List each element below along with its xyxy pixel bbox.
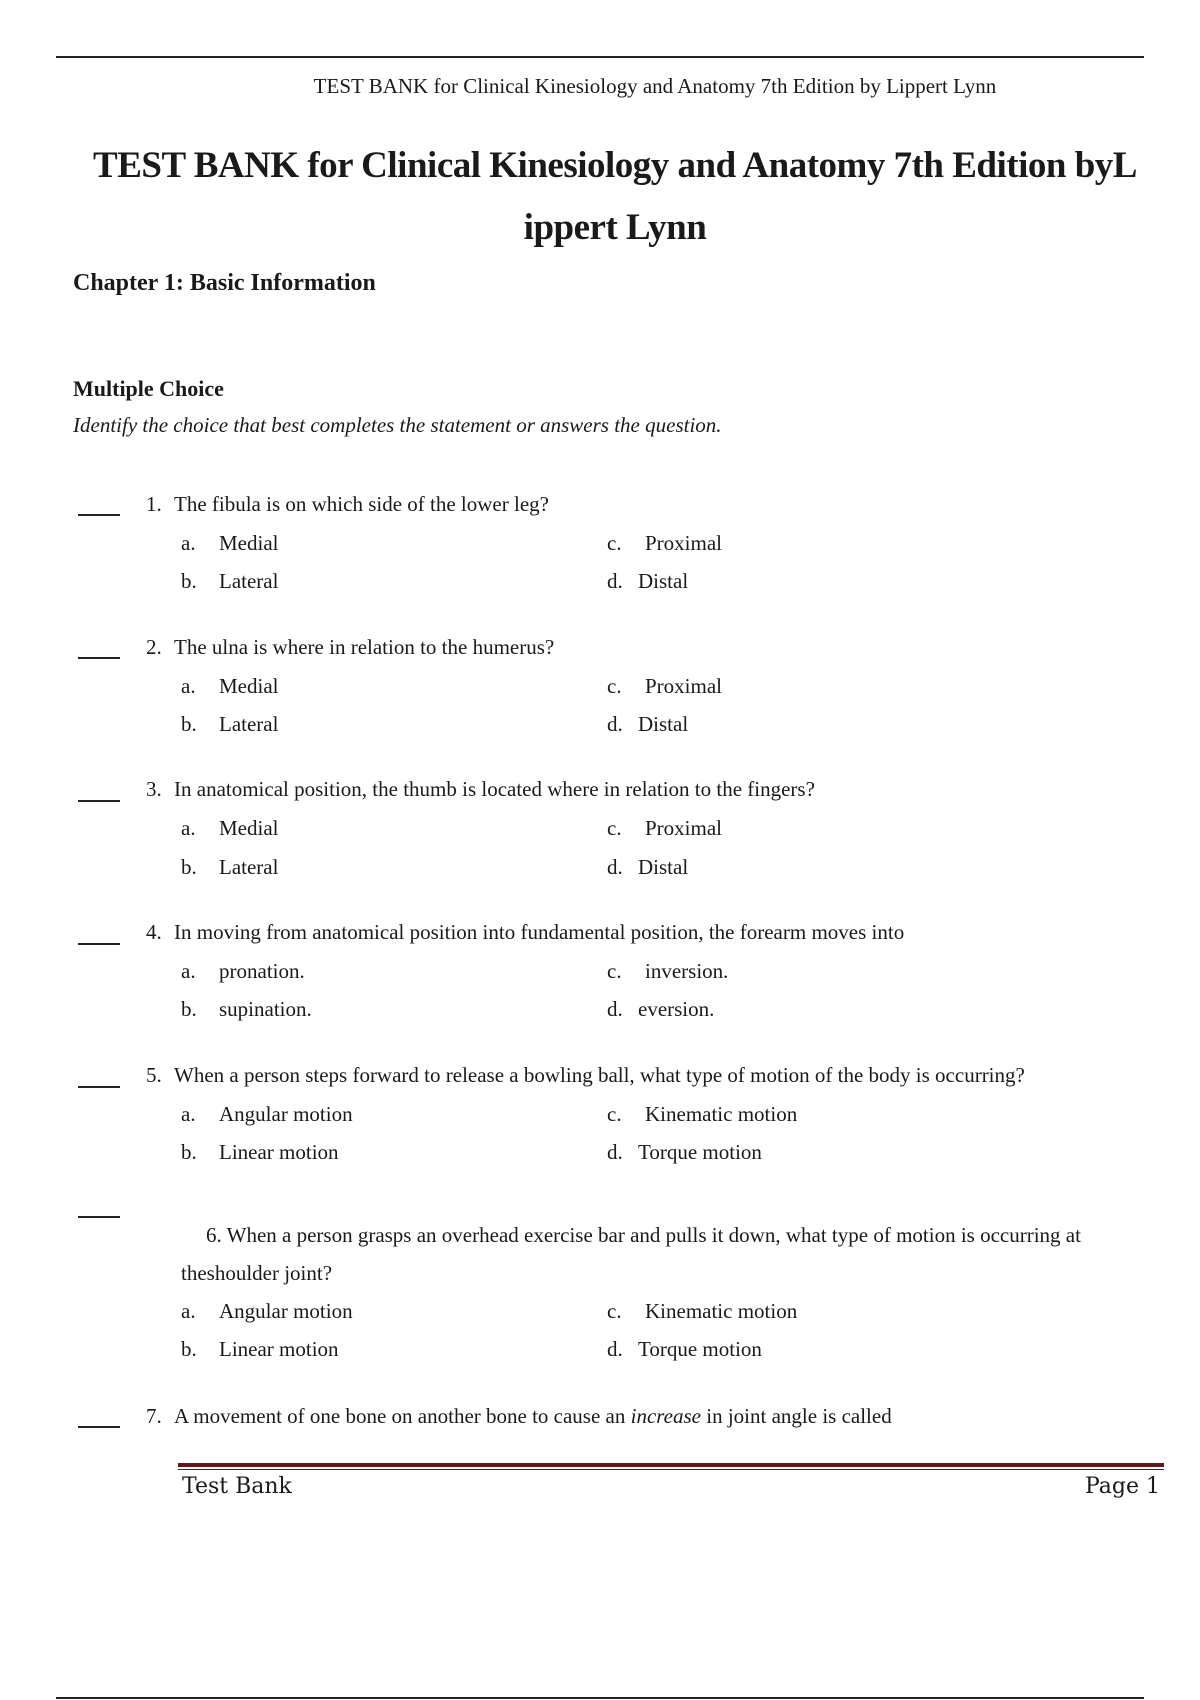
- question-stem-start: A movement of one bone on another bone to cause an: [174, 1404, 631, 1428]
- question-text: [146, 1063, 1025, 1088]
- option-a: a. pronation.: [181, 959, 305, 983]
- title-line-1: TEST BANK for Clinical Kinesiology and Anatomy 7th Edition byL: [93, 145, 1137, 186]
- question-stem: In moving from anatomical position into fundamental position, the forearm moves into: [174, 920, 905, 944]
- option-b: b. Lateral: [181, 569, 279, 593]
- option-a: a. Medial: [181, 674, 279, 698]
- question-text: [146, 777, 815, 802]
- bottom-rule: [56, 1697, 1144, 1699]
- option-c: c. Kinematic motion: [607, 1102, 798, 1126]
- answer-blank[interactable]: [78, 1086, 120, 1088]
- option-b: b. Lateral: [181, 712, 279, 736]
- question-stem: The fibula is on which side of the lower leg?: [174, 492, 549, 516]
- option-a: a. Medial: [181, 531, 279, 555]
- option-c: c. inversion.: [607, 959, 729, 983]
- option-b: b. Lateral: [181, 855, 279, 879]
- option-b: b. Linear motion: [181, 1140, 339, 1164]
- chapter-heading: Chapter 1: Basic Information: [73, 270, 376, 296]
- question-text: [146, 635, 554, 660]
- section-heading: Multiple Choice: [73, 376, 224, 401]
- section-instructions: Identify the choice that best completes the statement or answers the question.: [73, 413, 722, 437]
- option-c: c. Proximal: [607, 674, 722, 698]
- answer-blank[interactable]: [78, 800, 120, 802]
- title-line-2: ippert Lynn: [523, 207, 707, 248]
- option-d: d. eversion.: [607, 997, 715, 1021]
- option-c: c. Proximal: [607, 531, 722, 555]
- footer-rule-thin: [178, 1469, 1164, 1470]
- option-a: a. Medial: [181, 816, 279, 840]
- option-d: d. Torque motion: [607, 1337, 762, 1361]
- question-text: [146, 920, 904, 945]
- document-title: [70, 135, 1160, 259]
- top-rule: [56, 56, 1144, 58]
- question-text: [146, 492, 549, 517]
- option-d: d. Torque motion: [607, 1140, 762, 1164]
- answer-blank[interactable]: [78, 943, 120, 945]
- running-header: TEST BANK for Clinical Kinesiology and Anatomy 7th Edition by Lippert Lynn: [313, 74, 997, 98]
- question-number: 5.: [146, 1063, 162, 1087]
- question-number: 1.: [146, 492, 162, 516]
- answer-blank[interactable]: [78, 514, 120, 516]
- question-number: 7.: [146, 1404, 162, 1428]
- question-text: [146, 1404, 892, 1429]
- option-c: c. Kinematic motion: [607, 1299, 798, 1323]
- answer-blank[interactable]: [78, 1426, 120, 1428]
- option-a: a. Angular motion: [181, 1299, 353, 1323]
- question-number: 3.: [146, 777, 162, 801]
- question-stem: When a person steps forward to release a bowling ball, what type of motion of the body is occurring?: [174, 1063, 1025, 1087]
- question-number: 2.: [146, 635, 162, 659]
- page-number: Page 1: [1084, 1474, 1160, 1499]
- option-d: d. Distal: [607, 712, 689, 736]
- question-stem-emphasis: increase: [630, 1404, 701, 1428]
- option-d: d. Distal: [607, 569, 689, 593]
- option-a: a. Angular motion: [181, 1102, 353, 1126]
- answer-blank[interactable]: [78, 1216, 120, 1218]
- footer-label: Test Bank: [182, 1474, 292, 1499]
- question-number: 6.: [206, 1223, 222, 1247]
- option-b: b. supination.: [181, 997, 312, 1021]
- footer-rule: [178, 1463, 1164, 1467]
- question-text: [181, 1216, 1121, 1292]
- answer-blank[interactable]: [78, 657, 120, 659]
- option-c: c. Proximal: [607, 816, 722, 840]
- option-b: b. Linear motion: [181, 1337, 339, 1361]
- question-stem: The ulna is where in relation to the humerus?: [174, 635, 555, 659]
- question-stem: In anatomical position, the thumb is located where in relation to the fingers?: [174, 777, 815, 801]
- option-d: d. Distal: [607, 855, 689, 879]
- question-stem: When a person grasps an overhead exercise bar and pulls it down, what type of motion is occurring at theshoulder joint?: [181, 1223, 1081, 1285]
- question-number: 4.: [146, 920, 162, 944]
- question-stem-end: in joint angle is called: [701, 1404, 892, 1428]
